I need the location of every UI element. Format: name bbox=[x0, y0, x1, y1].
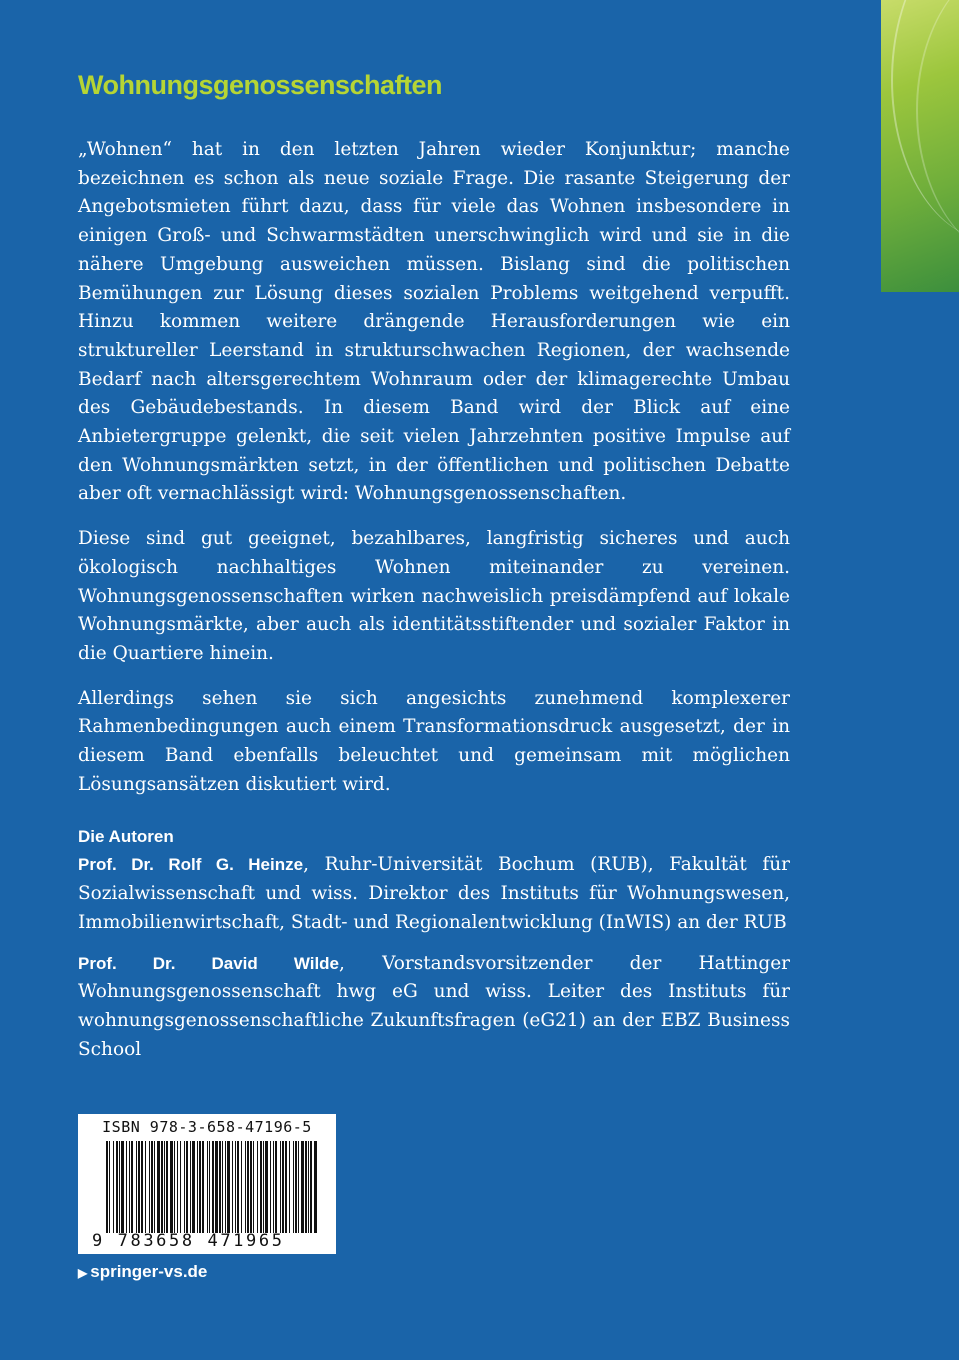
blurb-paragraph: „Wohnen“ hat in den letzten Jahren wieder Konjunktur; manche bezeichnen es schon als neue soziale Frage. Die rasante Steigerung der Angebotsmieten führt dazu, dass für viele das Wohnen insbesondere in einigen Groß- und Schwarmstädten unerschwinglich wird und sie in die nähere Umgebung ausweichen müssen. Bislang sind die politischen Bemühungen zur Lösung dieses sozialen Problems weitgehend verpufft. Hinzu kommen weitere drängende Herausforderungen wie ein struktureller Leerstand in strukturschwachen Regionen, der wachsende Bedarf nach altersgerechtem Wohnraum oder der klimagerechte Umbau des Gebäudebestands. In diesem Band wird der Blick auf eine Anbietergruppe gelenkt, die seit vielen Jahrzehnten positive Impulse auf den Wohnungsmärkten setzt, in der öffentlichen und politischen Debatte aber oft vernachlässigt wird: Wohnungsgenossenschaften. bbox=[78, 139, 790, 505]
authors-heading: Die Autoren bbox=[78, 827, 174, 847]
isbn-barcode bbox=[78, 1114, 336, 1254]
author-name: Prof. Dr. David Wilde bbox=[78, 953, 340, 973]
barcode-bars bbox=[106, 1141, 318, 1233]
arrow-right-icon: ▶ bbox=[78, 1266, 88, 1280]
book-title: Wohnungsgenossenschaften bbox=[78, 70, 443, 100]
blurb-paragraph: Diese sind gut geeignet, bezahlbares, langfristig sicheres und auch ökologisch nachhaltiges Wohnen miteinander zu vereinen. Wohnungsgenossenschaften wirken nachweislich preisdämpfend auf lokale Wohnungsmärkte, aber auch als identitätsstiftender und sozialer Faktor in die Quartiere hinein. bbox=[78, 528, 790, 664]
website-link[interactable] bbox=[78, 1262, 207, 1282]
author-name: Prof. Dr. Rolf G. Heinze bbox=[78, 855, 304, 875]
author-bio: , Vorstandsvorsitzender der Hattinger Wohnungsgenossenschaft hwg eG und wiss. Leiter des Instituts für wohnungsgenossenschaftliche Zukunftsfragen (eG21) an der EBZ Business School bbox=[78, 952, 791, 1060]
isbn-label: ISBN 978-3-658-47196-5 bbox=[102, 1118, 312, 1136]
blurb bbox=[78, 136, 790, 1076]
ean-digits: 9 783658 471965 bbox=[92, 1231, 285, 1251]
author-entry bbox=[78, 950, 790, 1065]
blurb-paragraph: Allerdings sehen sie sich angesichts zunehmend komplexerer Rahmenbedingungen auch einem Transformationsdruck ausgesetzt, der in diesem Band ebenfalls beleuchtet und gemeinsam mit möglichen Lösungsansätzen diskutiert wird. bbox=[78, 687, 790, 795]
decorative-green-strip bbox=[881, 0, 959, 292]
website-text: springer-vs.de bbox=[90, 1262, 208, 1281]
author-entry bbox=[78, 851, 790, 937]
author-bio: , Ruhr-Universität Bochum (RUB), Fakultät für Sozialwissenschaft und wiss. Direktor des Instituts für Wohnungswesen, Immobilienwirtschaft, Stadt- und Regionalentwicklung (InWIS) an der RUB bbox=[78, 854, 790, 933]
